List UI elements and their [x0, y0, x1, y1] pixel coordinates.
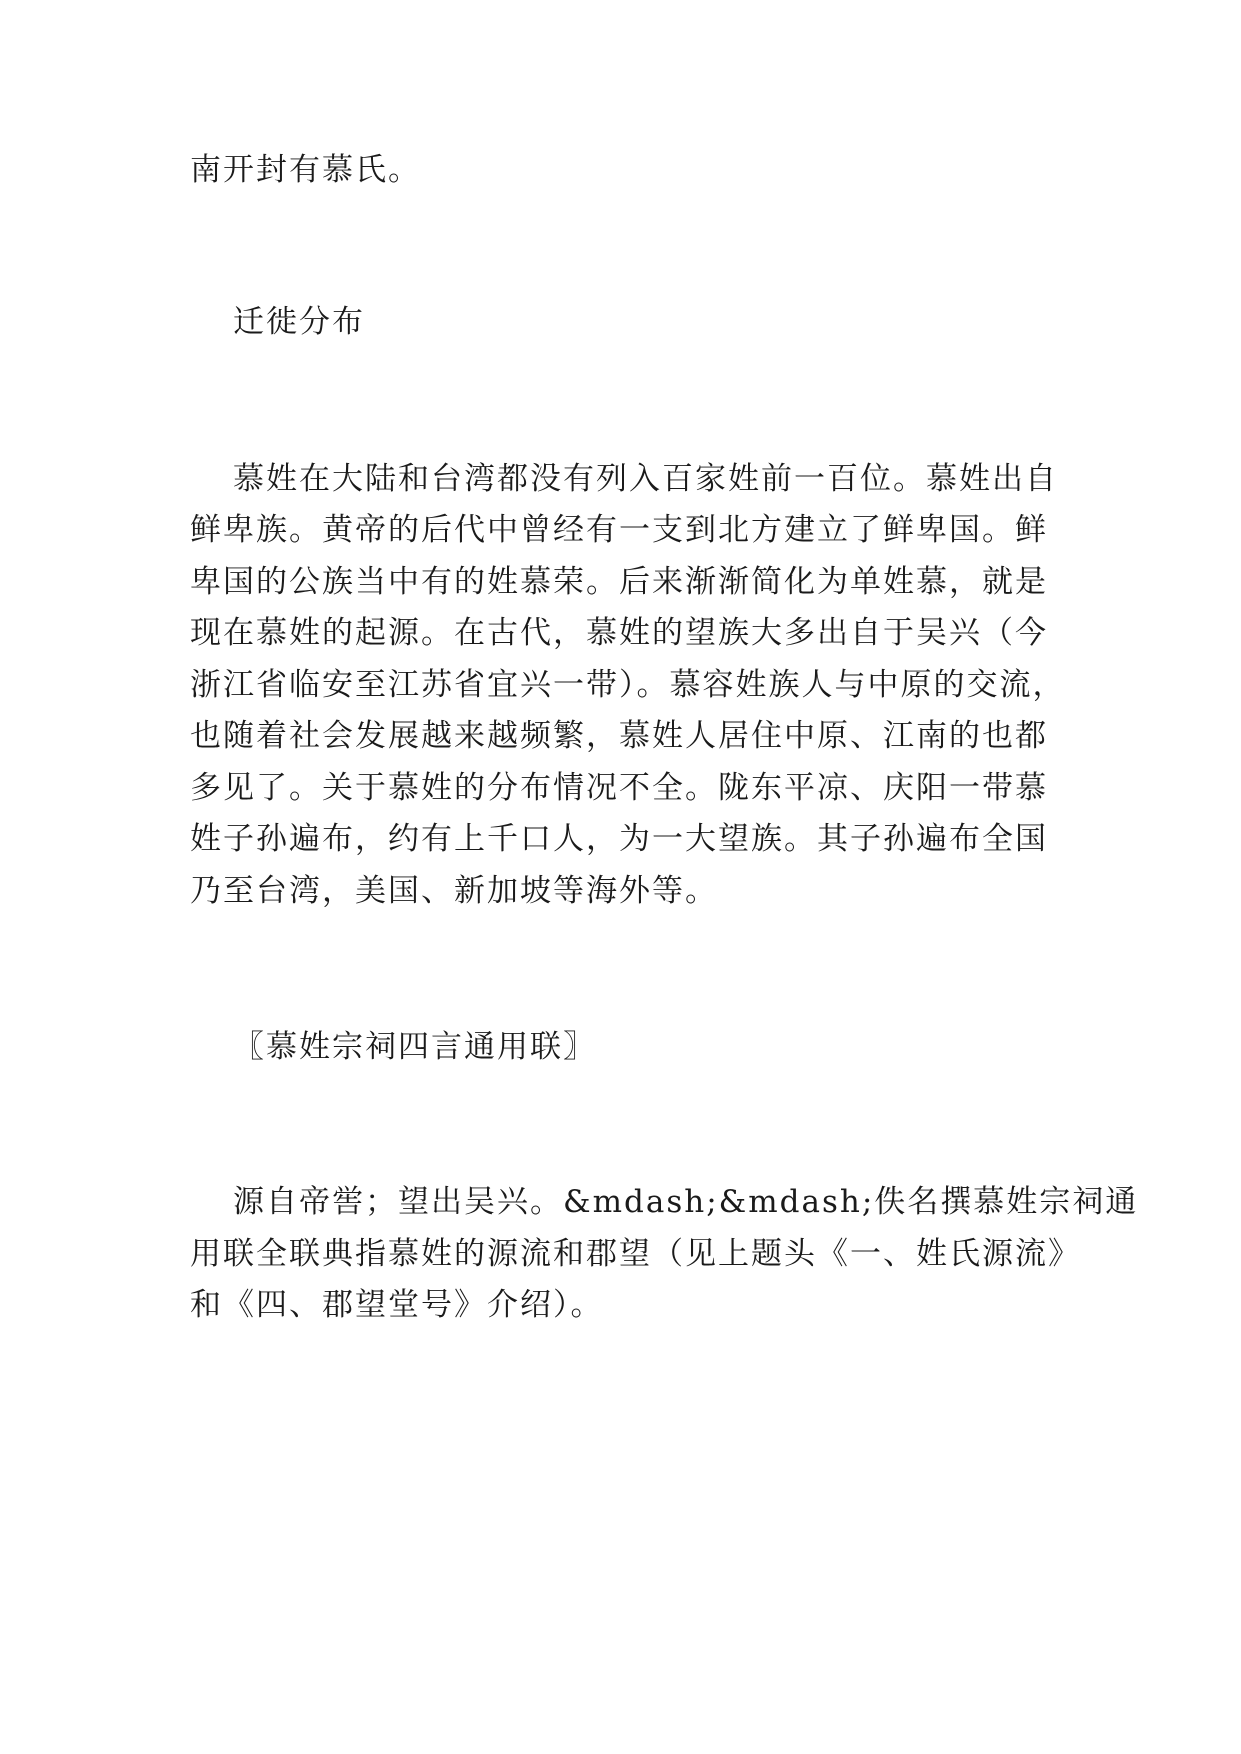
paragraph-line: 现在慕姓的起源。在古代，慕姓的望族大多出自于吴兴（今	[190, 615, 1048, 651]
opening-fragment: 南开封有慕氏。	[190, 152, 421, 188]
paragraph-line: 源自帝喾；望出吴兴。&mdash;&mdash;佚名撰慕姓宗祠通	[233, 1184, 1139, 1220]
paragraph-line: 用联全联典指慕姓的源流和郡望（见上题头《一、姓氏源流》	[190, 1236, 1081, 1272]
paragraph-line: 姓子孙遍布，约有上千口人，为一大望族。其子孙遍布全国	[190, 821, 1048, 857]
paragraph-line: 鲜卑族。黄帝的后代中曾经有一支到北方建立了鲜卑国。鲜	[190, 512, 1048, 548]
paragraph-line: 浙江省临安至江苏省宜兴一带）。慕容姓族人与中原的交流，	[190, 667, 1066, 703]
paragraph-line: 乃至台湾，美国、新加坡等海外等。	[190, 873, 718, 909]
paragraph-line: 多见了。关于慕姓的分布情况不全。陇东平凉、庆阳一带慕	[190, 770, 1048, 806]
section-heading-migration: 迁徙分布	[233, 304, 365, 340]
paragraph-line: 卑国的公族当中有的姓慕荣。后来渐渐简化为单姓慕，就是	[190, 564, 1048, 600]
paragraph-line: 和《四、郡望堂号》介绍）。	[190, 1287, 604, 1323]
paragraph-line: 也随着社会发展越来越频繁，慕姓人居住中原、江南的也都	[190, 718, 1048, 754]
paragraph-line: 慕姓在大陆和台湾都没有列入百家姓前一百位。慕姓出自	[233, 461, 1058, 497]
section-heading-couplet: 〖慕姓宗祠四言通用联〗	[233, 1029, 596, 1065]
